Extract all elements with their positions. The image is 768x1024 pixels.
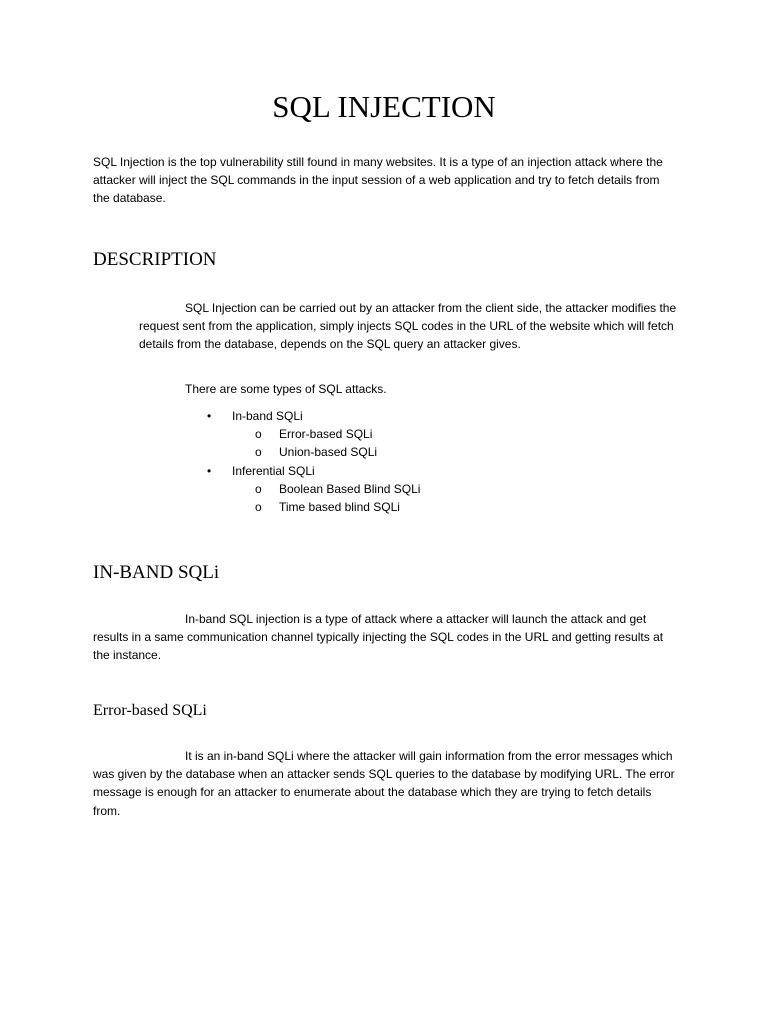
error-based-heading: Error-based SQLi [93,702,207,719]
page-title: SQL INJECTION [272,89,496,124]
sub-list [232,480,420,516]
sub-list-item-label: Boolean Based Blind SQLi [279,481,421,496]
inband-heading: IN-BAND SQLi [93,562,220,583]
list-item-label: Inferential SQLi [232,463,315,478]
sub-list [232,425,420,461]
circle-bullet-icon: o [255,500,262,515]
circle-bullet-icon: o [255,427,262,442]
types-intro: There are some types of SQL attacks. [185,382,387,396]
sub-list-item-label: Error-based SQLi [279,427,373,442]
sub-list-item-label: Union-based SQLi [279,445,378,460]
circle-bullet-icon: o [255,481,262,496]
sub-list-item [232,425,420,443]
list-item [185,407,420,462]
circle-bullet-icon: o [255,445,262,460]
sql-attack-types-list [185,407,420,516]
list-item [185,462,420,517]
intro-paragraph: SQL Injection is the top vulnerability still found in many websites. It is a type of an injection attack where the attacker will inject the SQL commands in the input session of a web application and try to fetch details from the database. [93,155,663,206]
sub-list-item-label: Time based blind SQLi [279,500,400,515]
list-item-label: In-band SQLi [232,409,303,423]
bullet-icon: • [207,409,212,423]
bullet-icon: • [207,463,212,478]
sub-list-item [232,480,420,498]
sub-list-item [232,498,420,516]
sub-list-item [232,443,420,461]
description-heading: DESCRIPTION [93,249,217,270]
inband-paragraph: In-band SQL injection is a type of attack where a attacker will launch the attack and get results in a same communication channel typically injecting the SQL codes in the URL and getting results at the instance. [93,612,664,663]
error-based-paragraph: It is an in-band SQLi where the attacker will gain information from the error messages which was given by the database when an attacker sends SQL queries to the database by modifying URL. The error message is enough for an attacker to enumerate about the database which they are trying to fetch details from. [93,749,675,818]
description-paragraph: SQL Injection can be carried out by an attacker from the client side, the attacker modifies the request sent from the application, simply injects SQL codes in the URL of the website which will fetch details from the database, depends on the SQL query an attacker gives. [139,301,677,352]
